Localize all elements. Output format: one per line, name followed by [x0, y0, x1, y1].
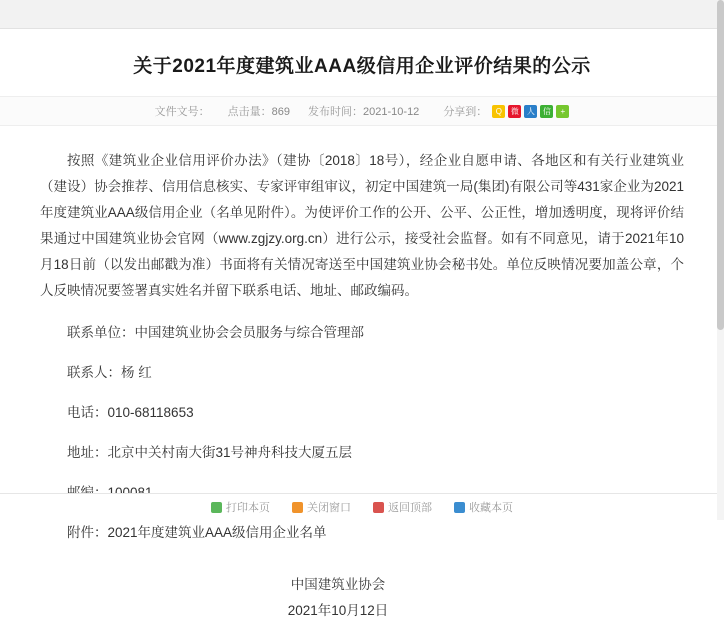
document-meta-bar	[0, 96, 724, 126]
scrollbar-thumb[interactable]	[717, 0, 724, 330]
signature-org: 中国建筑业协会	[290, 577, 386, 592]
publish-meta	[308, 103, 419, 119]
wechat-icon[interactable]: 信	[540, 105, 553, 118]
favorite-page-button[interactable]	[454, 499, 513, 515]
spacer	[40, 346, 684, 360]
page-title: 关于2021年度建筑业AAA级信用企业评价结果的公示	[133, 56, 591, 77]
signature-date: 2021年10月12日	[287, 603, 389, 618]
close-window-label: 关闭窗口	[307, 502, 351, 514]
publish-value: 2021-10-12	[363, 106, 420, 118]
views-label: 点击量：	[227, 106, 272, 118]
document-action-bar	[0, 493, 724, 520]
views-meta	[228, 103, 290, 119]
document-body	[0, 126, 724, 624]
printer-icon	[211, 502, 222, 513]
share-label: 分享到：	[443, 106, 488, 118]
address-line: 地址：北京中关村南大街31号神舟科技大厦五层	[67, 445, 353, 460]
page-scrollbar[interactable]	[717, 0, 724, 520]
renren-icon[interactable]: 人	[524, 105, 537, 118]
close-window-icon	[292, 502, 303, 513]
share-group	[443, 103, 569, 119]
browser-top-bar	[0, 0, 724, 29]
back-to-top-label: 返回顶部	[388, 502, 432, 514]
print-page-button[interactable]	[211, 499, 270, 515]
phone-line: 电话：010-68118653	[67, 405, 194, 420]
spacer	[40, 466, 684, 480]
spacer	[40, 386, 684, 400]
main-paragraph: 按照《建筑业企业信用评价办法》（建协〔2018〕18号），经企业自愿申请、各地区和有关行业建筑业（建设）协会推荐、信用信息核实、专家评审组审议，初定中国建筑一局(集团)有限公司等431家企业为2021年度建筑业AAA级信用企业（名单见附件）。为使评价工作的公开、公平、公正性，增加透明度，现将评价结果通过中国建筑业协会官网（www.zgjzy.org.cn）进行公示，接受社会监督。如有不同意见，请于2021年10月18日前（以发出邮戳为准）书面将有关情况寄送至中国建筑业协会秘书处。单位反映情况要加盖公章，个人反映情况要签署真实姓名并留下联系电话、地址、邮政编码。	[40, 153, 684, 298]
contact-person-line: 联系人：杨 红	[67, 365, 152, 380]
favorite-page-label: 收藏本页	[469, 502, 513, 514]
contact-unit-line: 联系单位：中国建筑业协会会员服务与综合管理部	[67, 325, 364, 340]
document-page	[0, 29, 724, 624]
publish-label: 发布时间：	[308, 106, 364, 118]
print-page-label: 打印本页	[226, 502, 270, 514]
doc-number-label: 文件文号：	[154, 106, 210, 118]
favorite-icon	[454, 502, 465, 513]
attachment-line[interactable]: 附件：2021年度建筑业AAA级信用企业名单	[67, 525, 327, 540]
signature-block	[40, 572, 684, 624]
back-to-top-icon	[373, 502, 384, 513]
spacer	[40, 426, 684, 440]
qzone-icon[interactable]: Q	[492, 105, 505, 118]
views-value: 869	[271, 106, 291, 118]
back-to-top-button[interactable]	[373, 499, 432, 515]
close-window-button[interactable]	[292, 499, 351, 515]
more-share-icon[interactable]: +	[556, 105, 569, 118]
weibo-icon[interactable]: 微	[508, 105, 521, 118]
